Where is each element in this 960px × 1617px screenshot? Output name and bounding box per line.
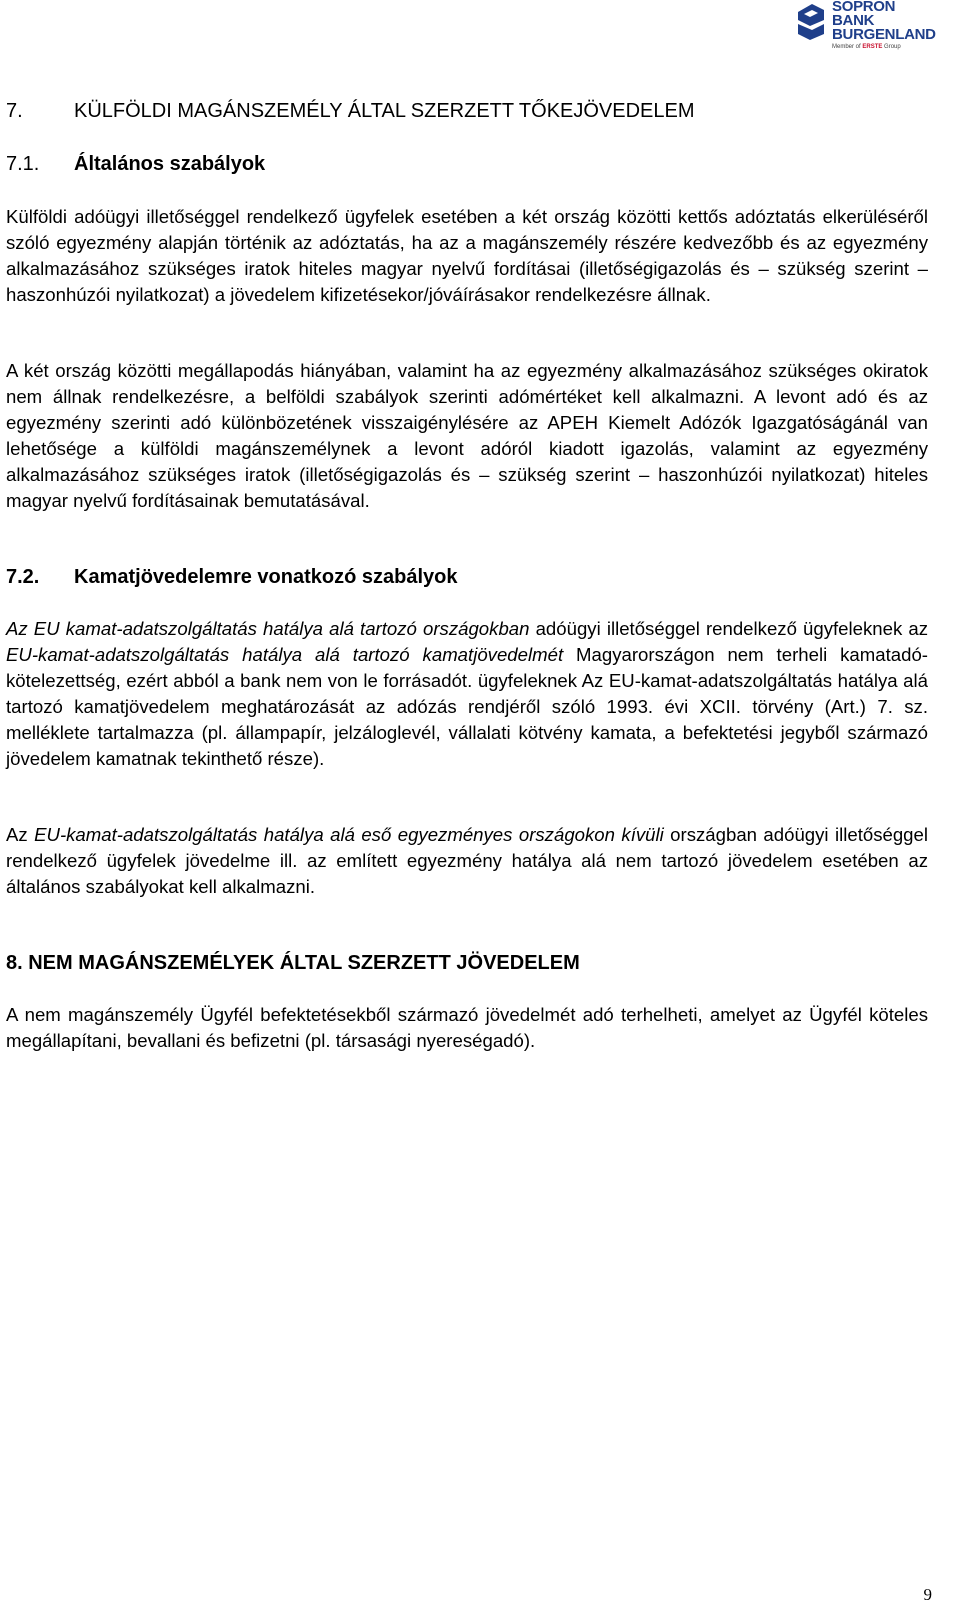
section-7-2-p1-italic-2: EU-kamat-adatszolgáltatás hatálya alá tartozó kamatjövedelmét (6, 644, 564, 665)
bank-logo (792, 0, 938, 54)
section-7-2-p1-italic-1: Az EU kamat-adatszolgáltatás hatálya alá tartozó országokban (6, 618, 530, 639)
section-7-2-p2-italic: EU-kamat-adatszolgáltatás hatálya alá eső egyezményes országokon kívüli (34, 824, 664, 845)
logo-tagline-suffix: Group (884, 44, 901, 50)
logo-tagline-prefix: Member of (832, 44, 861, 50)
section-7-number: 7. (6, 100, 23, 122)
section-7-2-paragraph-1 (6, 616, 928, 772)
logo-line-3: BURGENLAND (832, 26, 936, 43)
logo-line-1: SOPRON (832, 0, 896, 15)
logo-line-2: BANK (832, 12, 875, 29)
section-7-1-heading (6, 152, 265, 176)
section-7-heading (6, 99, 695, 123)
section-7-1-paragraph-1: Külföldi adóügyi illetőséggel rendelkező ügyfelek esetében a két ország közötti kettős adóztatás elkerüléséről szóló egyezmény alapján történik az adóztatás, ha az a magánszemély részére kedvezőbb és az egyezmény alkalmazásához szükséges iratok hiteles magyar nyelvű fordításai (illetőségigazolás és – szükség szerint – haszonhúzói nyilatkozat) a jövedelem kifizetésekor/jóváírásakor rendelkezésre állnak. (6, 206, 928, 305)
section-7-2-heading (6, 565, 457, 589)
bank-logo-mark-icon (792, 0, 830, 44)
bank-logo-text (832, 0, 938, 51)
section-7-2-number: 7.2. (6, 566, 40, 588)
section-8-heading: 8. NEM MAGÁNSZEMÉLYEK ÁLTAL SZERZETT JÖVEDELEM (6, 952, 580, 974)
section-7-2-p1-text-2: Magyarországon nem terheli kamatadó-kötelezettség, ezért abból a bank nem von le forrásadót. ügyfeleknek Az EU-kamat-adatszolgáltatás hatálya alá tartozó kamatjövedelem meghatározását az adózás rendjéről szóló 1993. évi XCII. törvény (Art.) 7. sz. melléklete tartalmazza (pl. állampapír, jelzáloglevél, vállalati kötvény kamata, a befektetési jegyből származó jövedelem kamatnak tekinthető része). (6, 644, 928, 769)
section-8-paragraph: A nem magánszemély Ügyfél befektetésekből származó jövedelmét adó terhelheti, amelyet az Ügyfél köteles megállapítani, bevallani és befizetni (pl. társasági nyereségadó). (6, 1004, 928, 1051)
section-7-1-title: Általános szabályok (74, 153, 266, 175)
logo-tagline (832, 43, 938, 51)
section-7-2-paragraph-2 (6, 822, 928, 900)
section-7-2-p2-text-1: Az (6, 824, 35, 845)
section-7-1-number: 7.1. (6, 153, 40, 175)
section-7-title: KÜLFÖLDI MAGÁNSZEMÉLY ÁLTAL SZERZETT TŐKEJÖVEDELEM (74, 100, 695, 122)
logo-tagline-group: ERSTE (862, 44, 883, 50)
section-7-1-paragraph-2: A két ország közötti megállapodás hiányában, valamint ha az egyezmény alkalmazásához szükséges okiratok nem állnak rendelkezésre, a belföldi szabályok szerinti adómértéket kell alkalmazni. A levont adó és az egyezmény szerinti adó különbözetének visszaigénylésére az APEH Kiemelt Adózók Igazgatóságánál van lehetősége a külföldi magánszemélynek a levont adóról kiadott igazolás, valamint az egyezmény alkalmazásához szükséges iratok (illetőségigazolás és – szükség szerint – haszonhúzói nyilatkozat) hiteles magyar nyelvű fordításainak bemutatásával. (6, 360, 928, 511)
section-7-2-p2-text-2: országban adóügyi illetőséggel rendelkező ügyfelek jövedelme ill. az említett egyezmény hatálya alá nem tartozó jövedelem esetében az általános szabályokat kell alkalmazni. (6, 824, 928, 897)
page-number: 9 (923, 1585, 932, 1604)
section-7-2-title: Kamatjövedelemre vonatkozó szabályok (74, 566, 458, 588)
section-7-2-p1-text-1: adóügyi illetőséggel rendelkező ügyfeleknek az (529, 618, 929, 639)
